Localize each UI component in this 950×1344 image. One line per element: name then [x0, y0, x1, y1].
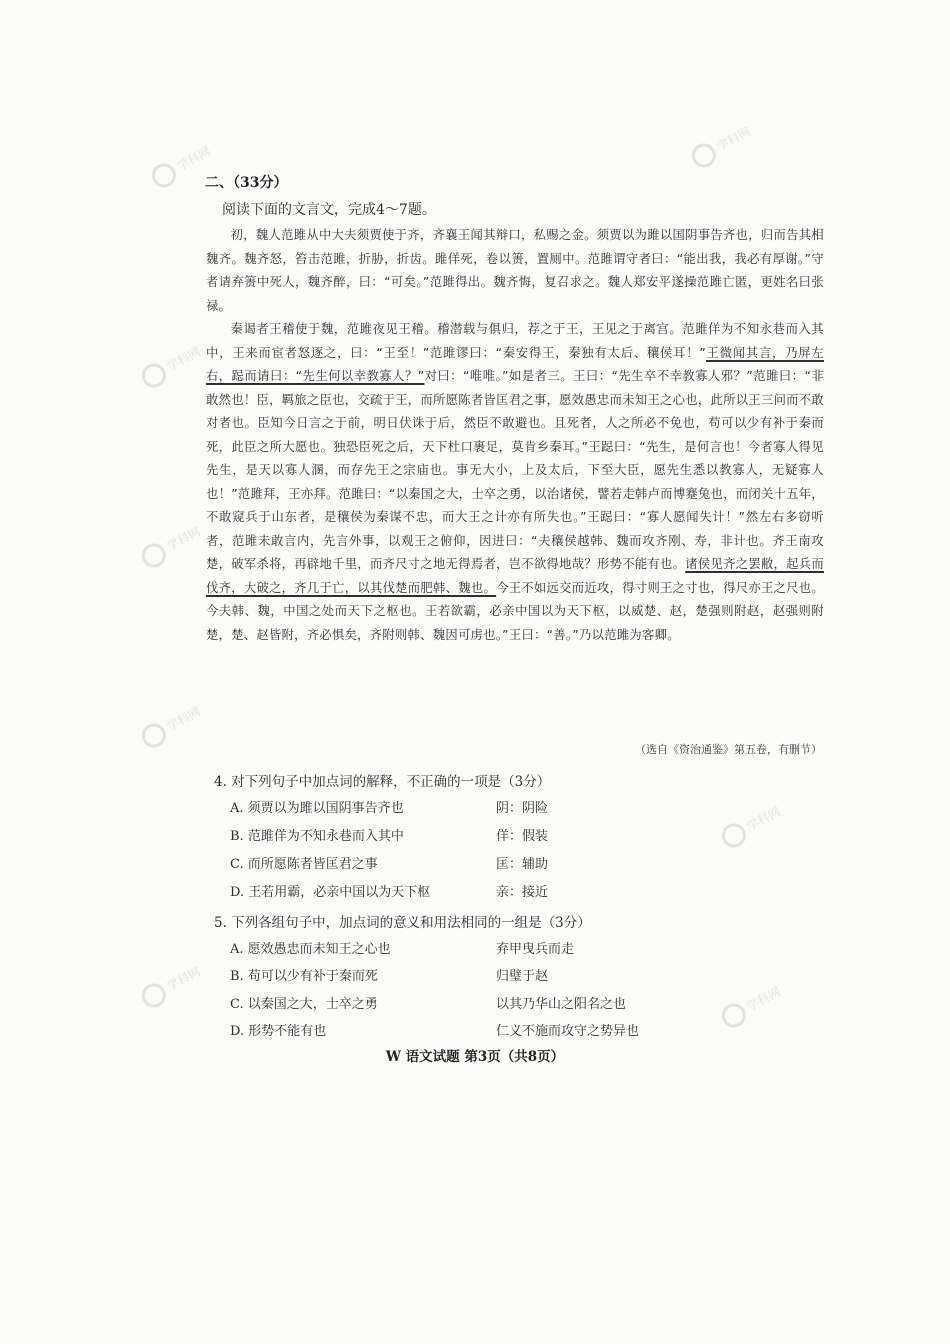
watermark: 学科网: [718, 774, 843, 866]
watermark: 学科网: [718, 954, 843, 1046]
watermark: 学科网: [688, 94, 813, 186]
q4-option-a: A. 须贾以为雎以国阴事告齐也: [230, 801, 404, 816]
q5-option-a: A. 愿效愚忠而未知王之心也: [230, 942, 391, 957]
watermark: 学科网: [138, 934, 263, 1026]
watermark: 学科网: [138, 314, 263, 406]
q5-option-c-pair: 以其乃华山之阳名之也: [496, 997, 627, 1012]
passage-source: （选自《资治通鉴》第五卷，有删节）: [635, 743, 822, 756]
q5-option-d-pair: 仁义不施而攻守之势异也: [496, 1024, 640, 1039]
q4-option-c-gloss: 匡：辅助: [496, 857, 549, 872]
q5-option-a-pair: 弃甲曳兵而走: [496, 942, 575, 957]
classical-passage: [206, 224, 824, 647]
q5-option-c: C. 以秦国之大，士卒之勇: [230, 997, 378, 1012]
passage-text: 对曰：“唯唯。”如是者三。王曰：“先生卒不幸教寡人邪？”范雎曰：“非敢然也！臣，羁旅之臣也，交疏于王，而所愿陈者皆匡君之事，愿效愚忠而未知王之心也，此所以王三问而不敢对者也。臣知今日言之于前，明日伏诛于后，然臣不敢避也。且死者，人之所必不免也，苟可以少有补于秦而死，此臣之所大愿也。独恐臣死之后，天下杜口裹足，莫肯乡秦耳。”王跽曰：“先生，是何言也！今者寡人得见先生，是天以寡人溷，而存先王之宗庙也。事无大小，上及太后，下至大臣，愿先生悉以教寡人，无疑寡人也！”范雎拜，王亦拜。范雎曰：“以秦国之大，士卒之勇，以治诸侯，譬若走韩卢而博蹇兔也，而闭关十五年，不敢窥兵于山东者，是穰侯为秦谋不忠，而大王之计亦有所失也。”王跽曰：“寡人愿闻失计！”然左右多窃听者，范雎未敢言内，先言外事，以观王之俯仰，因进曰：“夫穰侯越韩、魏而攻齐刚、寿，非计也。齐王南攻楚，破军杀将，再辟地千里，而齐尺寸之地无得焉者，岂不欲得地哉？形势不能有也。: [206, 369, 824, 571]
q4-option-b: B. 范雎佯为不知永巷而入其中: [230, 829, 404, 844]
section-title: 二、（33分）: [205, 175, 288, 191]
passage-text: 秦谒者王稽使于魏，范雎夜见王稽。稽潜载与俱归，荐之于王，王见之于离宫。范雎佯为不知永巷而入其中，王来而宦者怒逐之，曰：“王至！”范雎谬曰：“秦安得王，秦独有太后、穰侯耳！”: [206, 322, 824, 360]
q5-option-b-pair: 归璧于赵: [496, 969, 549, 984]
q4-option-c: C. 而所愿陈者皆匡君之事: [230, 857, 378, 872]
q5-option-b: B. 苟可以少有补于秦而死: [230, 969, 378, 984]
instruction: 阅读下面的文言文，完成4～7题。: [222, 202, 436, 218]
passage-paragraph-2: [206, 318, 824, 647]
q5-option-d: D. 形势不能有也: [230, 1024, 327, 1039]
passage-paragraph-1: 初，魏人范雎从中大夫须贾使于齐，齐襄王闻其辩口，私赐之金。须贾以为雎以国阴事告齐也，归而告其相魏齐。魏齐怒，笞击范雎，折胁，折齿。雎佯死，卷以箦，置厕中。范雎谓守者曰：“能出我，我必有厚谢。”守者请弃箦中死人，魏齐醉，曰：“可矣。”范雎得出。魏齐悔，复召求之。魏人郑安平遂操范雎亡匿，更姓名曰张禄。: [206, 228, 824, 313]
q4-option-d: D. 王若用霸，必亲中国以为天下枢: [230, 885, 431, 900]
q4-option-d-gloss: 亲：接近: [496, 885, 549, 900]
q4-option-a-gloss: 阴：阴险: [496, 801, 549, 816]
watermark: 学科网: [138, 494, 263, 586]
underlined-sentence-2: 诸侯见齐之罢敝，起兵而伐齐，大破之，齐几于亡，以其伐楚而肥韩、魏也。: [206, 557, 824, 595]
page-footer: W 语文试题 第3页（共8页）: [385, 1049, 565, 1065]
question-4-stem: 4. 对下列句子中加点词的解释，不正确的一项是（3分）: [214, 774, 551, 790]
question-5-stem: 5. 下列各组句子中，加点词的意义和用法相同的一组是（3分）: [214, 915, 591, 931]
watermark: 学科网: [148, 114, 273, 206]
underlined-sentence-1: 王微闻其言，乃屏左右，跽而请曰：“先生何以幸教寡人？”: [206, 345, 825, 383]
q4-option-b-gloss: 佯：假装: [496, 829, 549, 844]
passage-text: 今王不如远交而近攻，得寸则王之寸也，得尺亦王之尺也。今夫韩、魏，中国之处而天下之枢也。王若欲霸，必亲中国以为天下枢，以威楚、赵，楚强则附赵，赵强则附楚，楚、赵皆附，齐必惧矣，齐附则韩、魏因可虏也。”王曰：“善。”乃以范雎为客卿。: [206, 580, 824, 642]
watermark: 学科网: [138, 674, 263, 766]
